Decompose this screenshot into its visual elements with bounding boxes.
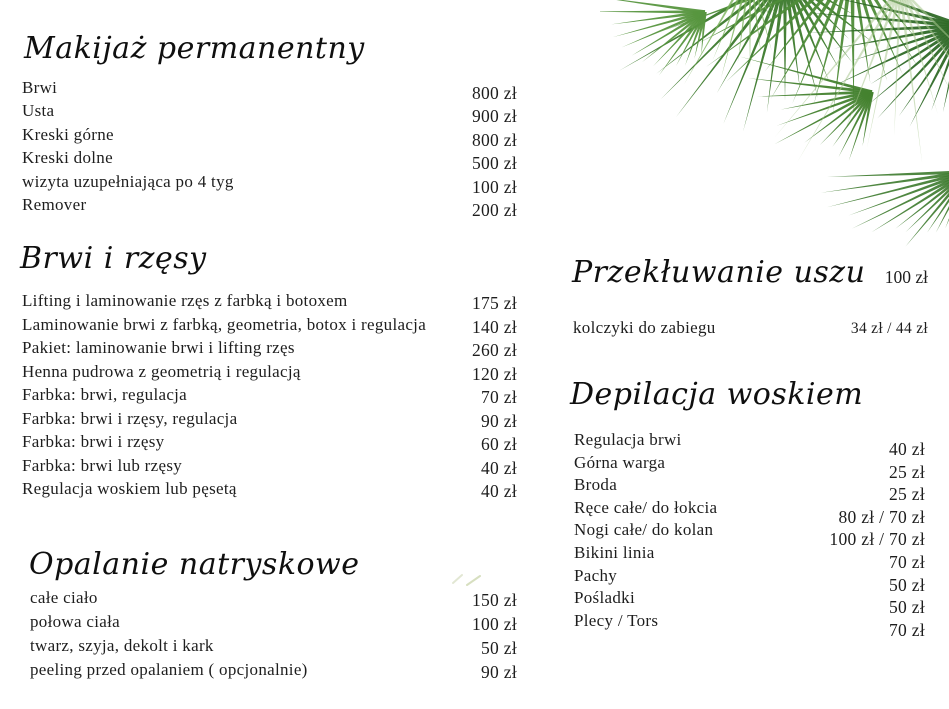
palm-leaflet xyxy=(713,0,752,60)
item-price: 120 zł xyxy=(471,363,517,384)
item-price: 25 zł xyxy=(888,461,925,482)
item-price: 200 zł xyxy=(471,199,517,220)
menu-item-row xyxy=(22,456,517,480)
palm-leaflet xyxy=(839,91,874,157)
section-title-opalanie-natryskowe xyxy=(29,548,360,583)
item-label: Remover xyxy=(22,194,87,214)
palm-leaflet xyxy=(738,0,752,63)
palm-leaflet xyxy=(622,10,706,47)
palm-leaves-image xyxy=(600,0,949,292)
section-title-brwi-i-rzesy xyxy=(20,242,207,277)
palm-leaflet xyxy=(661,0,787,99)
item-price: 40 zł xyxy=(480,481,517,501)
palm-leaflet xyxy=(792,0,854,104)
item-label: Broda xyxy=(574,475,618,495)
item-price: 100 zł xyxy=(471,614,517,634)
palm-leaflet xyxy=(740,57,873,94)
palm-leaflet xyxy=(808,24,949,33)
item-price: 175 zł xyxy=(471,293,517,313)
palm-leaflet xyxy=(899,0,949,100)
palm-leaflet xyxy=(632,11,706,56)
palm-leaflet xyxy=(706,0,854,67)
menu-item-row xyxy=(22,362,517,386)
palm-leaflet xyxy=(850,0,918,67)
palm-leaflet xyxy=(600,10,705,13)
item-price: 50 zł xyxy=(480,638,517,658)
item-price: 140 zł xyxy=(471,316,517,337)
item-price: 50 zł xyxy=(888,597,925,618)
palm-leaflet xyxy=(841,0,902,142)
palm-leaflet xyxy=(783,0,800,89)
palm-leaflet xyxy=(765,0,854,72)
palm-leaflet xyxy=(850,0,888,81)
palm-leaflet xyxy=(783,0,788,101)
palm-leaflet xyxy=(775,0,902,137)
palm-leaflet xyxy=(827,170,949,207)
item-label: Pakiet: laminowanie brwi i lifting rzęs xyxy=(22,338,295,357)
item-label: Henna pudrowa z geometrią i regulacją xyxy=(22,361,301,381)
palm-leaflet xyxy=(660,0,853,32)
item-price: 500 zł xyxy=(471,153,517,174)
palm-leaflet xyxy=(834,24,949,49)
palm-leaflet xyxy=(828,0,949,28)
menu-item-row xyxy=(22,78,517,101)
palm-leaflet xyxy=(783,0,849,39)
palm-leaflet xyxy=(783,0,852,63)
palm-leaflet xyxy=(821,170,949,193)
palm-leaflet xyxy=(694,12,706,59)
item-label: Kreski górne xyxy=(22,124,114,144)
item-price: 800 zł xyxy=(471,83,517,103)
palm-leaflet xyxy=(676,0,787,117)
palm-leaflet xyxy=(827,170,949,177)
palm-leaflet xyxy=(717,0,787,93)
palm-leaflet xyxy=(743,0,787,131)
item-label: Nogi całe/ do kolan xyxy=(574,520,714,540)
section-title-makijaz-permanentny xyxy=(24,32,365,67)
item-label: połowa ciała xyxy=(30,612,120,631)
item-label: Kreski dolne xyxy=(22,148,113,168)
palm-leaflet xyxy=(600,0,705,14)
palm-leaflet xyxy=(852,24,949,61)
palm-leaflet xyxy=(749,0,772,51)
palm-leaflet xyxy=(771,0,854,99)
menu-item-row xyxy=(30,612,517,636)
palm-leaflet xyxy=(781,90,873,109)
palm-leaflet xyxy=(685,11,707,65)
palm-leaflet xyxy=(820,91,874,146)
menu-item-row xyxy=(22,291,517,315)
palm-leaflet xyxy=(871,170,949,232)
item-label: Laminowanie brwi z farbką, geometria, botox i regulacja xyxy=(22,314,427,334)
palm-leaflet xyxy=(777,90,873,125)
item-price: 100 zł / 70 zł xyxy=(829,529,925,550)
palm-leaflet xyxy=(834,24,949,86)
palm-leaflet xyxy=(698,0,853,44)
item-price: 90 zł xyxy=(480,662,517,682)
palm-leaflet xyxy=(721,0,752,79)
menu-item-row xyxy=(22,101,517,127)
palm-leaflet xyxy=(850,0,871,83)
menu-item-row xyxy=(22,148,517,174)
item-price: 70 zł xyxy=(888,619,925,640)
palm-leaflet xyxy=(783,0,830,83)
palm-leaflet xyxy=(767,0,787,113)
item-label: Pachy xyxy=(574,565,618,585)
palm-leaflet xyxy=(619,0,786,71)
palm-leaflet xyxy=(684,0,751,85)
palm-leaflet xyxy=(783,0,840,70)
menu-item-row xyxy=(30,636,517,660)
palm-leaflet xyxy=(943,26,949,113)
palm-leaflet xyxy=(774,91,873,145)
menu-item-row xyxy=(22,195,517,218)
palm-leaflet xyxy=(849,170,949,215)
menu-item-row xyxy=(574,588,925,618)
palm-leaflet xyxy=(849,92,874,161)
item-label: Farbka: brwi i rzęsy xyxy=(22,432,165,451)
palm-leaflet xyxy=(653,11,706,66)
menu-item-row xyxy=(22,125,517,148)
item-price: 150 zł xyxy=(471,590,517,610)
menu-item-row xyxy=(22,385,517,409)
item-price: 25 zł xyxy=(888,484,925,505)
menu-item-row xyxy=(574,452,925,482)
palm-leaflet xyxy=(906,171,949,233)
palm-leaflet xyxy=(676,11,707,66)
item-price: 34 zł / 44 zł xyxy=(850,320,928,337)
palm-leaflet xyxy=(831,0,949,28)
palm-leaflet xyxy=(659,11,707,76)
palm-leaflet xyxy=(749,0,752,68)
palm-leaflet xyxy=(898,0,922,163)
item-label: kolczyki do zabiegu xyxy=(573,318,716,337)
menu-item-row xyxy=(22,338,517,362)
item-price: 60 zł xyxy=(480,434,517,454)
menu-item-row xyxy=(574,475,925,505)
item-label: Farbka: brwi, regulacja xyxy=(22,385,188,404)
price-list-depilacja xyxy=(574,430,925,640)
section-title-przekluwanie-uszu xyxy=(572,256,928,291)
palm-leaflet xyxy=(850,0,916,38)
palm-leaflet xyxy=(905,171,949,247)
item-label: Lifting i laminowanie rzęs z farbką i botoxem xyxy=(22,291,348,310)
menu-item-row xyxy=(22,409,517,433)
palm-leaflet xyxy=(701,12,706,55)
item-price: 40 zł xyxy=(888,439,925,459)
menu-item-row xyxy=(574,565,925,595)
palm-leaflet xyxy=(784,0,875,43)
price-list-makijaz xyxy=(22,78,517,218)
item-price: 70 zł xyxy=(480,387,517,407)
palm-leaflet xyxy=(877,25,949,119)
palm-leaflet xyxy=(850,0,903,74)
item-price: 260 zł xyxy=(471,340,517,360)
menu-item-row xyxy=(22,432,517,456)
menu-item-row xyxy=(30,588,517,612)
item-label: Usta xyxy=(22,101,55,121)
item-label: Pośladki xyxy=(574,588,635,608)
item-price: 80 zł / 70 zł xyxy=(838,506,925,527)
palm-leaflet xyxy=(656,0,786,74)
item-label: Brwi xyxy=(22,78,58,97)
palm-leaflet xyxy=(945,171,949,228)
item-label: wizyta uzupełniająca po 4 tyg xyxy=(22,171,234,191)
palm-leaflet xyxy=(832,91,873,147)
palm-leaflet xyxy=(797,0,901,162)
item-label: Regulacja brwi xyxy=(574,430,682,449)
palm-leaflet xyxy=(833,0,855,114)
menu-item-row xyxy=(574,610,925,640)
palm-leaflet xyxy=(899,0,949,111)
palm-leaflet xyxy=(724,0,788,124)
item-label: Plecy / Tors xyxy=(574,610,659,630)
menu-item-row xyxy=(574,497,925,527)
palm-leaflet xyxy=(749,0,773,25)
palm-leaflet xyxy=(748,78,872,94)
item-label: Farbka: brwi lub rzęsy xyxy=(22,455,183,475)
palm-leaflet xyxy=(726,0,854,82)
palm-leaflet xyxy=(899,0,938,114)
palm-leaflet xyxy=(899,25,949,117)
heading-depilacja-woskiem: Depilacja woskiem xyxy=(570,377,864,412)
item-label: Górna warga xyxy=(574,452,666,472)
leaf-artifact-mark xyxy=(450,572,484,588)
palm-leaflet xyxy=(870,24,949,84)
palm-leaflet xyxy=(814,0,855,105)
item-price: 100 zł xyxy=(471,176,517,197)
palm-leaflet xyxy=(613,10,706,37)
heading-opalanie-natryskowe: Opalanie natryskowe xyxy=(29,547,360,582)
menu-item-row xyxy=(22,479,517,503)
palm-leaflet xyxy=(931,25,949,110)
palm-leaflet xyxy=(867,0,902,149)
palm-leaflet xyxy=(895,171,949,229)
palm-leaflet xyxy=(852,170,949,228)
palm-leaflet xyxy=(910,25,949,127)
menu-item-row xyxy=(30,660,517,684)
palm-leaflet xyxy=(749,0,761,53)
item-label: twarz, szyja, dekolt i kark xyxy=(30,636,214,655)
price-list-opalanie xyxy=(30,588,517,684)
item-label: Regulacja woskiem lub pęsetą xyxy=(22,479,237,498)
item-price: 50 zł xyxy=(888,574,925,595)
heading-brwi-i-rzesy: Brwi i rzęsy xyxy=(20,241,207,276)
menu-item-row xyxy=(574,430,925,459)
palm-leaflet xyxy=(807,13,949,29)
palm-leaflet xyxy=(899,0,949,93)
palm-leaflet xyxy=(804,91,873,143)
item-label: Bikini linia xyxy=(574,542,655,562)
price-list-brwi-i-rzesy xyxy=(22,291,517,503)
palm-leaflet xyxy=(784,0,855,15)
heading-price: 100 zł xyxy=(884,266,928,287)
palm-leaflet xyxy=(642,11,706,63)
menu-item-row xyxy=(22,172,517,195)
heading-makijaz-permanentny: Makijaż permanentny xyxy=(24,31,365,66)
item-label: Ręce całe/ do łokcia xyxy=(574,497,718,517)
item-label: Farbka: brwi i rzęsy, regulacja xyxy=(22,408,238,428)
item-label: całe ciało xyxy=(30,588,98,607)
palm-leaflet xyxy=(867,24,949,105)
item-price: 800 zł xyxy=(471,129,517,150)
item-price: 70 zł xyxy=(888,551,925,572)
item-label: peeling przed opalaniem ( opcjonalnie) xyxy=(30,660,308,679)
palm-leaflet xyxy=(850,0,855,112)
palm-leaflet xyxy=(927,171,949,233)
palm-leaflet xyxy=(757,90,873,96)
palm-leaflet xyxy=(783,0,818,98)
menu-item-row xyxy=(573,318,928,342)
section-title-depilacja-woskiem xyxy=(570,378,863,413)
item-price: 900 zł xyxy=(471,106,517,127)
palm-leaflet xyxy=(894,0,901,136)
palm-leaflet xyxy=(863,92,874,146)
heading-przekluwanie-uszu: Przekłuwanie uszu xyxy=(572,255,866,290)
item-price: 40 zł xyxy=(480,457,517,478)
palm-leaflet xyxy=(611,10,705,24)
palm-leaflet xyxy=(749,0,777,16)
price-list-przekluwanie xyxy=(573,318,928,342)
menu-item-row xyxy=(22,315,517,339)
palm-leaflet xyxy=(936,171,949,232)
item-price: 90 zł xyxy=(480,410,517,431)
